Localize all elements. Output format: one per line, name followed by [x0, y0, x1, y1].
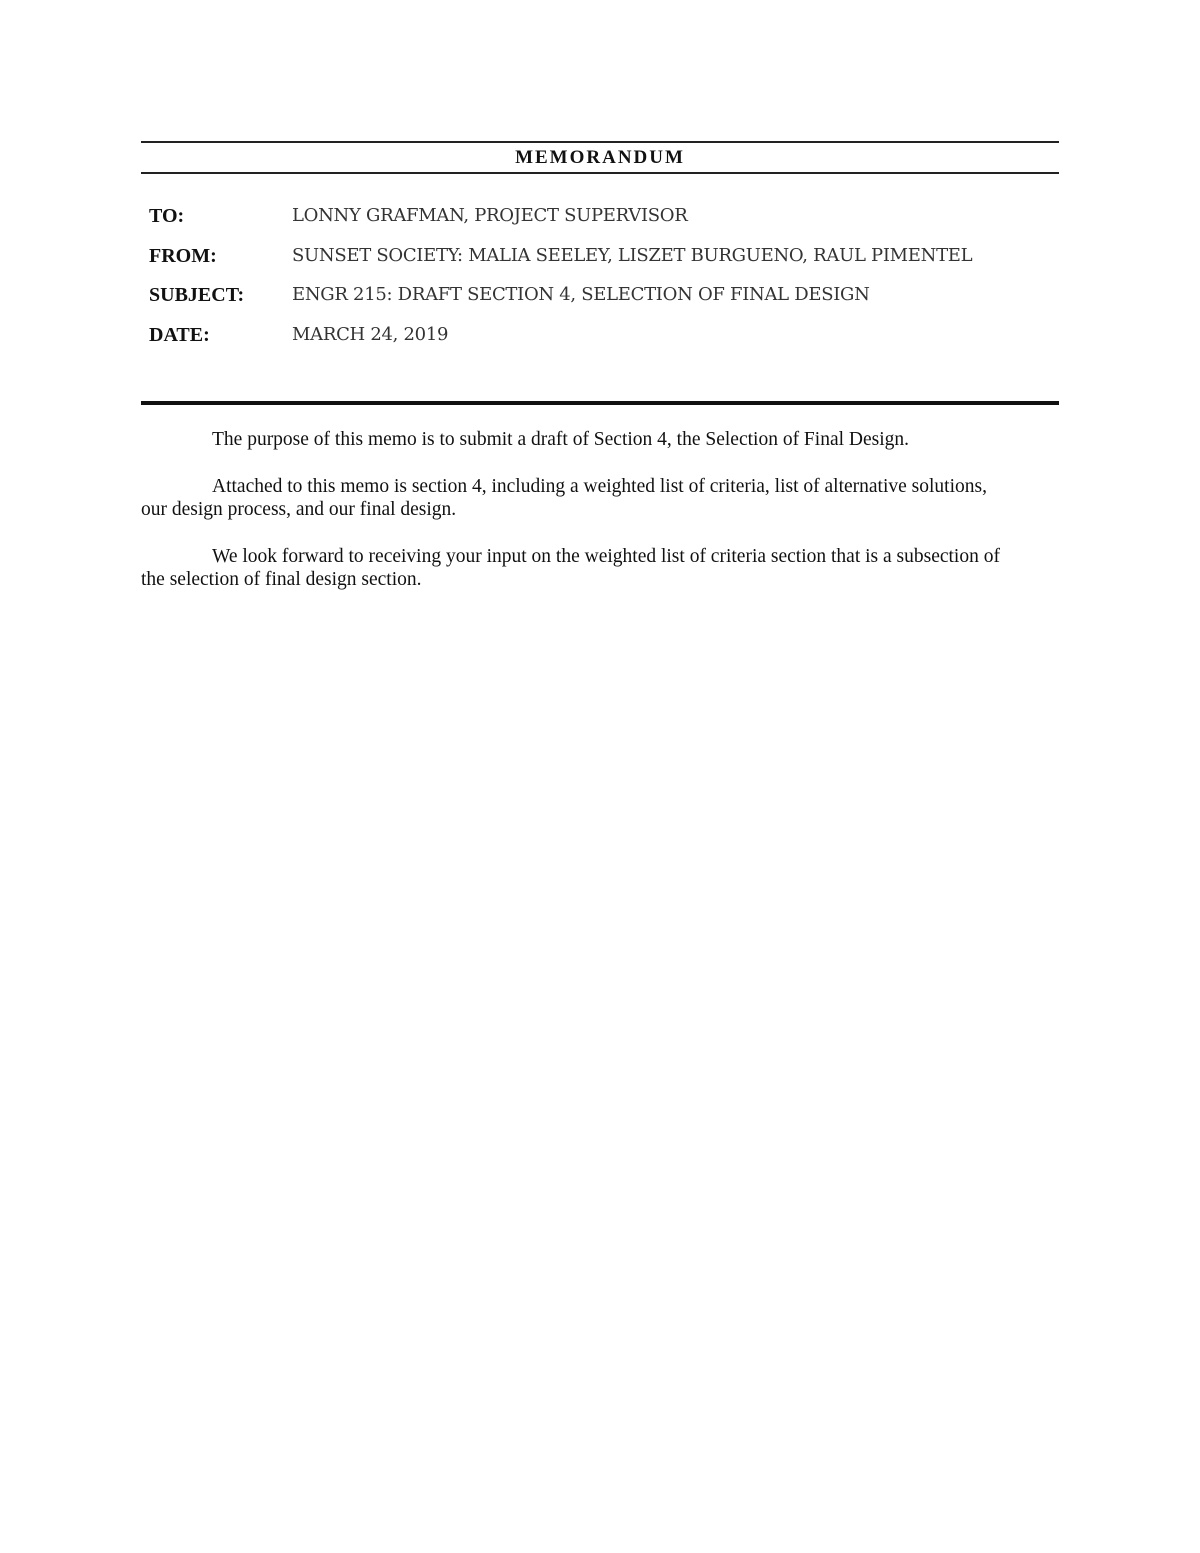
memo-fields [149, 202, 1049, 360]
field-value-to: LONNY GRAFMAN, PROJECT SUPERVISOR [292, 205, 688, 226]
title-underline-rule [141, 172, 1059, 174]
field-date [149, 321, 1049, 361]
memo-body [141, 428, 1001, 615]
memo-header [141, 141, 1059, 174]
field-to [149, 202, 1049, 242]
field-value-from: SUNSET SOCIETY: MALIA SEELEY, LISZET BURGUENO, RAUL PIMENTEL [292, 244, 973, 266]
memo-title: MEMORANDUM [515, 147, 685, 168]
header-divider-rule [141, 401, 1059, 405]
field-subject [149, 281, 1049, 321]
body-paragraph-purpose: The purpose of this memo is to submit a draft of Section 4, the Selection of Final Design. [212, 429, 910, 450]
field-label-date: DATE: [149, 323, 210, 346]
field-from [149, 242, 1049, 282]
field-value-date: MARCH 24, 2019 [292, 323, 449, 345]
field-value-subject: ENGR 215: DRAFT SECTION 4, SELECTION OF FINAL DESIGN [292, 284, 870, 305]
field-label-to: TO: [149, 205, 185, 227]
body-paragraph-closing: We look forward to receiving your input on the weighted list of criteria section that is a subsection of the selection of final design section. [141, 545, 1000, 590]
field-label-from: FROM: [149, 244, 217, 267]
field-label-subject: SUBJECT: [149, 284, 245, 306]
body-paragraph-attachment: Attached to this memo is section 4, including a weighted list of criteria, list of alternative solutions, our design process, and our final design. [141, 475, 987, 520]
